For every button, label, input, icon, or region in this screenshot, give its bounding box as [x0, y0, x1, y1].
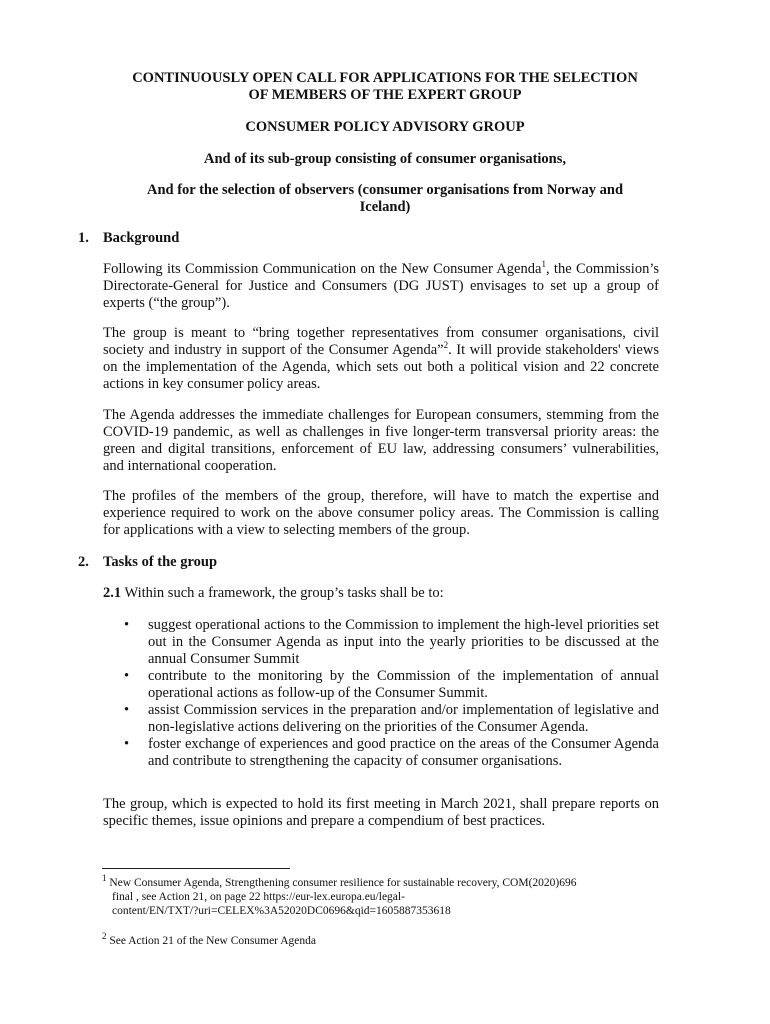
- background-paragraph-4: The profiles of the members of the group, therefore, will have to match the expertise and experience required to work on the above consumer policy areas. The Commission is calling for applications with a view to selecting members of the group.: [103, 488, 659, 538]
- document-title: [100, 70, 670, 104]
- observers-line-1: And for the selection of observers (consumer organisations from Norway and: [146, 182, 624, 198]
- group-name: CONSUMER POLICY ADVISORY GROUP: [245, 119, 525, 135]
- list-item: [103, 617, 659, 668]
- footnote-link[interactable]: content/EN/TXT/?uri=CELEX%3A52020DC0696&qid=1605887353618: [112, 905, 451, 917]
- list-item: [103, 736, 659, 770]
- footnote-2: [102, 931, 662, 948]
- list-item-text: foster exchange of experiences and good practice on the areas of the Consumer Agenda and contribute to strengthening the capacity of consumer organisations.: [148, 736, 659, 769]
- section-2-title: Tasks of the group: [103, 554, 218, 570]
- paragraph-text: The group is meant to “bring together representatives from consumer organisations, civil society and industry in support of the Consumer Agenda”: [103, 325, 659, 358]
- bullet-icon: •: [124, 702, 130, 718]
- observers-heading: [100, 182, 670, 216]
- bullet-icon: •: [124, 736, 130, 752]
- paragraph-text: , the Commission’s Directorate-General for Justice and Consumers (DG JUST) envisages to set up a group of experts (“the group”).: [103, 261, 659, 311]
- paragraph-text: Within such a framework, the group’s tasks shall be to:: [121, 585, 444, 601]
- tasks-intro: [103, 585, 659, 602]
- background-paragraph-1: [103, 261, 659, 312]
- footnote-text: See Action 21 of the New Consumer Agenda: [109, 935, 317, 947]
- tasks-closing-paragraph: The group, which is expected to hold its first meeting in March 2021, shall prepare reports on specific themes, issue opinions and prepare a compendium of best practices.: [103, 796, 659, 829]
- list-item: [103, 668, 659, 702]
- subgroup-line: And of its sub-group consisting of consumer organisations,: [203, 151, 567, 167]
- tasks-list: [103, 617, 659, 770]
- section-1-title: Background: [103, 230, 180, 246]
- bullet-icon: •: [124, 668, 130, 684]
- footnote-text: New Consumer Agenda, Strengthening consumer resilience for sustainable recovery, COM(2020)696: [109, 877, 577, 889]
- observers-line-2: Iceland): [359, 199, 411, 215]
- bullet-icon: •: [124, 617, 130, 633]
- subsection-number: 2.1: [103, 585, 122, 601]
- footnote-ref-1: 1: [541, 259, 546, 270]
- footnote-text: final , see Action 21, on page 22 https://eur-lex.europa.eu/legal-: [112, 891, 405, 903]
- list-item-text: assist Commission services in the preparation and/or implementation of legislative and non-legislative actions delivering on the priorities of the Consumer Agenda.: [148, 702, 659, 735]
- footnote-mark-2: 2: [102, 931, 107, 942]
- section-1-number: 1.: [78, 230, 89, 246]
- footnote-mark-1: 1: [102, 873, 107, 884]
- paragraph-text: Following its Commission Communication on the New Consumer Agenda: [103, 261, 542, 277]
- section-1-heading: [78, 230, 179, 247]
- list-item-text: suggest operational actions to the Commission to implement the high-level priorities set out in the Consumer Agenda as input into the yearly priorities to be discussed at the annual Consumer Summit: [148, 617, 659, 667]
- footnote-ref-2: 2: [443, 340, 449, 351]
- list-item: [103, 702, 659, 736]
- background-paragraph-3: The Agenda addresses the immediate challenges for European consumers, stemming from the COVID-19 pandemic, as well as challenges in five longer-term transversal priority areas: the green and digital transitions, enforcement of EU law, addressing consumers’ vulnerabilities, and international cooperation.: [103, 407, 659, 474]
- section-2-number: 2.: [78, 554, 89, 570]
- paragraph-text: . It will provide stakeholders' views on the implementation of the Agenda, which sets out both a political vision and 22 concrete actions in key consumer policy areas.: [103, 342, 659, 392]
- list-item-text: contribute to the monitoring by the Commission of the implementation of annual operational actions as follow-up of the Consumer Summit.: [148, 668, 659, 701]
- section-2-heading: [78, 554, 217, 571]
- footnote-divider: [102, 868, 290, 869]
- title-line-2: OF MEMBERS OF THE EXPERT GROUP: [248, 87, 522, 103]
- title-line-1: CONTINUOUSLY OPEN CALL FOR APPLICATIONS FOR THE SELECTION: [132, 70, 638, 86]
- background-paragraph-2: [103, 325, 659, 393]
- footnote-1: [102, 873, 662, 918]
